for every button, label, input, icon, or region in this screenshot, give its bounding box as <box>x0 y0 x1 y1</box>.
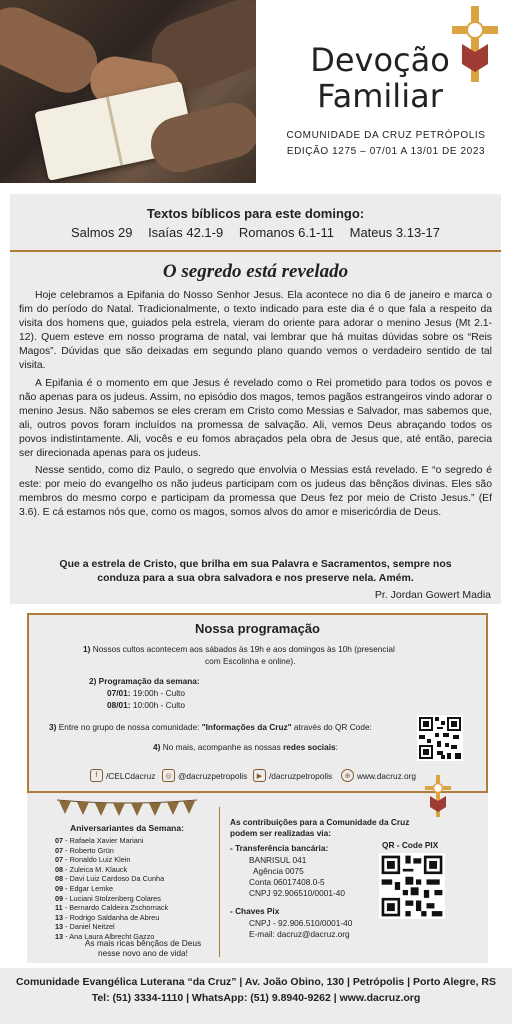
birthdays-blessing: As mais ricas bênçãos de Deus nesse novo ano de vida! <box>84 938 202 958</box>
list-item: 09 - Luciani Stolzenberg Colares <box>55 893 161 903</box>
youtube-icon: ▶ <box>253 769 266 782</box>
reading-item: Romanos 6.1-11 <box>238 225 334 240</box>
footer <box>0 968 512 1024</box>
title-line-2: Familiar <box>317 77 443 115</box>
article-paragraph: A Epifania é o momento em que Jesus é revelado como o Rei prometido para todos os povos e não apenas para os judeus. Assim, no episódio dos magos, temos pagãos estrangeiros vindo adorar o menino Jesus. Não sabemos se eles creram em Cristo como Messias e Salvador, mas sabemos que, ali, outros povos foram incluídos na promessa de salvação. Ali, vemos Deus abraçando todos os povos indistintamente. Ali, vocês e eu fomos abraçados pela obra de Jesus que, até então, parecia ser direcionada apenas para os judeus. <box>19 377 492 460</box>
reading-item: Isaías 42.1-9 <box>148 225 224 240</box>
pix-qr-title: QR - Code PIX <box>382 840 439 850</box>
article-paragraph: Hoje celebramos a Epifania do Nosso Senhor Jesus. Ela acontece no dia 6 de janeiro e marca o fim do período do Natal. Tradicionalmente, o texto indicado para este dia é o que fala a respeito da visita dos homens que, guiados pela estrela, vieram do oriente para adorar o menino Jesus (Mt 2.1-12). Quem esteve em nosso programa de natal, vai lembrar que há muitas dúvidas sobre os “Reis Magos”. Dúvidas que são deixadas em segundo plano quando vemos o verdadeiro sentido de tal visita. <box>19 290 492 372</box>
social-youtube[interactable]: ▶ /dacruzpetropolis <box>253 769 332 782</box>
bank-line: Agência 0075 <box>253 866 304 876</box>
bunting-decoration-icon <box>57 798 197 822</box>
facebook-icon: f <box>90 769 103 782</box>
list-item: 07 - Rafaela Xavier Mariani <box>55 836 144 845</box>
edition-info: EDIÇÃO 1275 – 07/01 A 13/01 DE 2023 <box>286 146 486 157</box>
header <box>0 0 512 183</box>
birthdays-title: Aniversariantes da Semana: <box>70 823 184 833</box>
list-item: 13 - Rodrigo Saldanha de Abreu <box>55 912 160 922</box>
list-item: 08 - Davi Luiz Cardoso Da Cunha <box>55 874 165 884</box>
schedule-item-1: 1) Nossos cultos acontecem aos sábados às 19h e aos domingos às 10h (presencial <box>83 644 395 654</box>
footer-address: Comunidade Evangélica Luterana “da Cruz” | Av. João Obino, 130 | Petrópolis | Porto Alegre, RS <box>15 976 497 988</box>
divider <box>219 807 220 957</box>
divider <box>10 250 501 252</box>
social-website[interactable]: ⊕ www.dacruz.org <box>341 769 416 782</box>
signature: Pr. Jordan Gowert Madia <box>374 589 491 601</box>
schedule-title: Nossa programação <box>195 621 320 636</box>
social-facebook[interactable]: f /CELCdacruz <box>90 769 155 782</box>
list-item: 07 - Roberto Grün <box>55 845 114 855</box>
cross-logo-icon <box>450 6 500 82</box>
schedule-item-1-cont: com Escolinha e online). <box>205 656 296 666</box>
readings-list <box>10 225 501 240</box>
article-body <box>19 289 492 524</box>
list-item: 08 - Zuleica M. Klauck <box>55 864 128 874</box>
list-item: 13 - Daniel Neitzel <box>55 922 115 932</box>
footer-contacts: Tel: (51) 3334-1110 | WhatsApp: (51) 9.8940-9262 | www.dacruz.org <box>91 992 421 1004</box>
page-title <box>290 42 470 114</box>
instagram-icon: ◎ <box>162 769 175 782</box>
birthdays-and-contributions <box>27 793 488 963</box>
whatsapp-group-qr-code[interactable] <box>417 715 463 761</box>
title-line-1: Devoção <box>310 41 450 79</box>
bank-line: CNPJ 92.906510/0001-40 <box>249 888 345 898</box>
pix-line: E-mail: dacruz@dacruz.org <box>249 929 350 939</box>
blessing: Que a estrela de Cristo, que brilha em sua Palavra e Sacramentos, sempre nos conduza para a sua obra salvadora e nos preserve nela. Amém. <box>59 558 452 584</box>
schedule-item-4: 4) No mais, acompanhe as nossas redes sociais: <box>153 742 338 752</box>
birthdays-list <box>55 836 168 942</box>
article-title: O segredo está revelado <box>162 261 349 282</box>
pix-line: CNPJ - 92.906.510/0001-40 <box>249 918 353 928</box>
pix-qr-code[interactable] <box>379 853 445 919</box>
schedule-item-3: 3) Entre no grupo de nossa comunidade: "Informações da Cruz" através do QR Code: <box>49 722 372 732</box>
readings-title: Textos bíblicos para este domingo: <box>146 206 365 221</box>
bank-line: BANRISUL 041 <box>249 855 307 865</box>
bank-transfer-label: - Transferência bancária: <box>230 843 329 853</box>
globe-icon: ⊕ <box>341 769 354 782</box>
reading-item: Mateus 3.13-17 <box>349 225 440 240</box>
cross-logo-icon <box>423 775 453 817</box>
pix-label: - Chaves Pix <box>230 906 280 916</box>
list-item: 13 - Ana Laura Albrecht Gazzo <box>55 931 155 941</box>
devotion-panel <box>10 194 501 604</box>
list-item: 09 - Edgar Lemke <box>55 883 114 893</box>
bank-line: Conta 06017408.0-5 <box>249 877 325 887</box>
schedule-box <box>27 613 488 793</box>
contributions-title: As contribuições para a Comunidade da Cruz podem ser realizadas via: <box>230 817 410 838</box>
schedule-day: 08/01: 10:00h - Culto <box>107 700 185 710</box>
list-item: 07 - Ronaldo Luiz Klein <box>55 855 131 865</box>
list-item: 11 - Bernardo Caldeira Zschornack <box>55 903 169 913</box>
social-instagram[interactable]: ◎ @dacruzpetropolis <box>162 769 247 782</box>
schedule-item-2-label: 2) Programação da semana: <box>89 676 200 686</box>
schedule-day: 07/01: 19:00h - Culto <box>107 688 185 698</box>
community-name: COMUNIDADE DA CRUZ PETRÓPOLIS <box>286 130 486 141</box>
header-photo-praying-hands-bible <box>0 0 256 183</box>
reading-item: Salmos 29 <box>71 225 133 240</box>
article-paragraph: Nesse sentido, como diz Paulo, o segredo que envolvia o Messias está revelado. E “o segredo é este: por meio do evangelho os não judeus participam com os judeus das bênçãos divinas. Eles são membros do mesmo corpo e participam da promessa que Deus fez por meio de Cristo Jesus.” (Ef 3.6). E cá estamos nós que, como os magos, somos alvos do amor e misericórdia de Deus. <box>19 465 492 519</box>
